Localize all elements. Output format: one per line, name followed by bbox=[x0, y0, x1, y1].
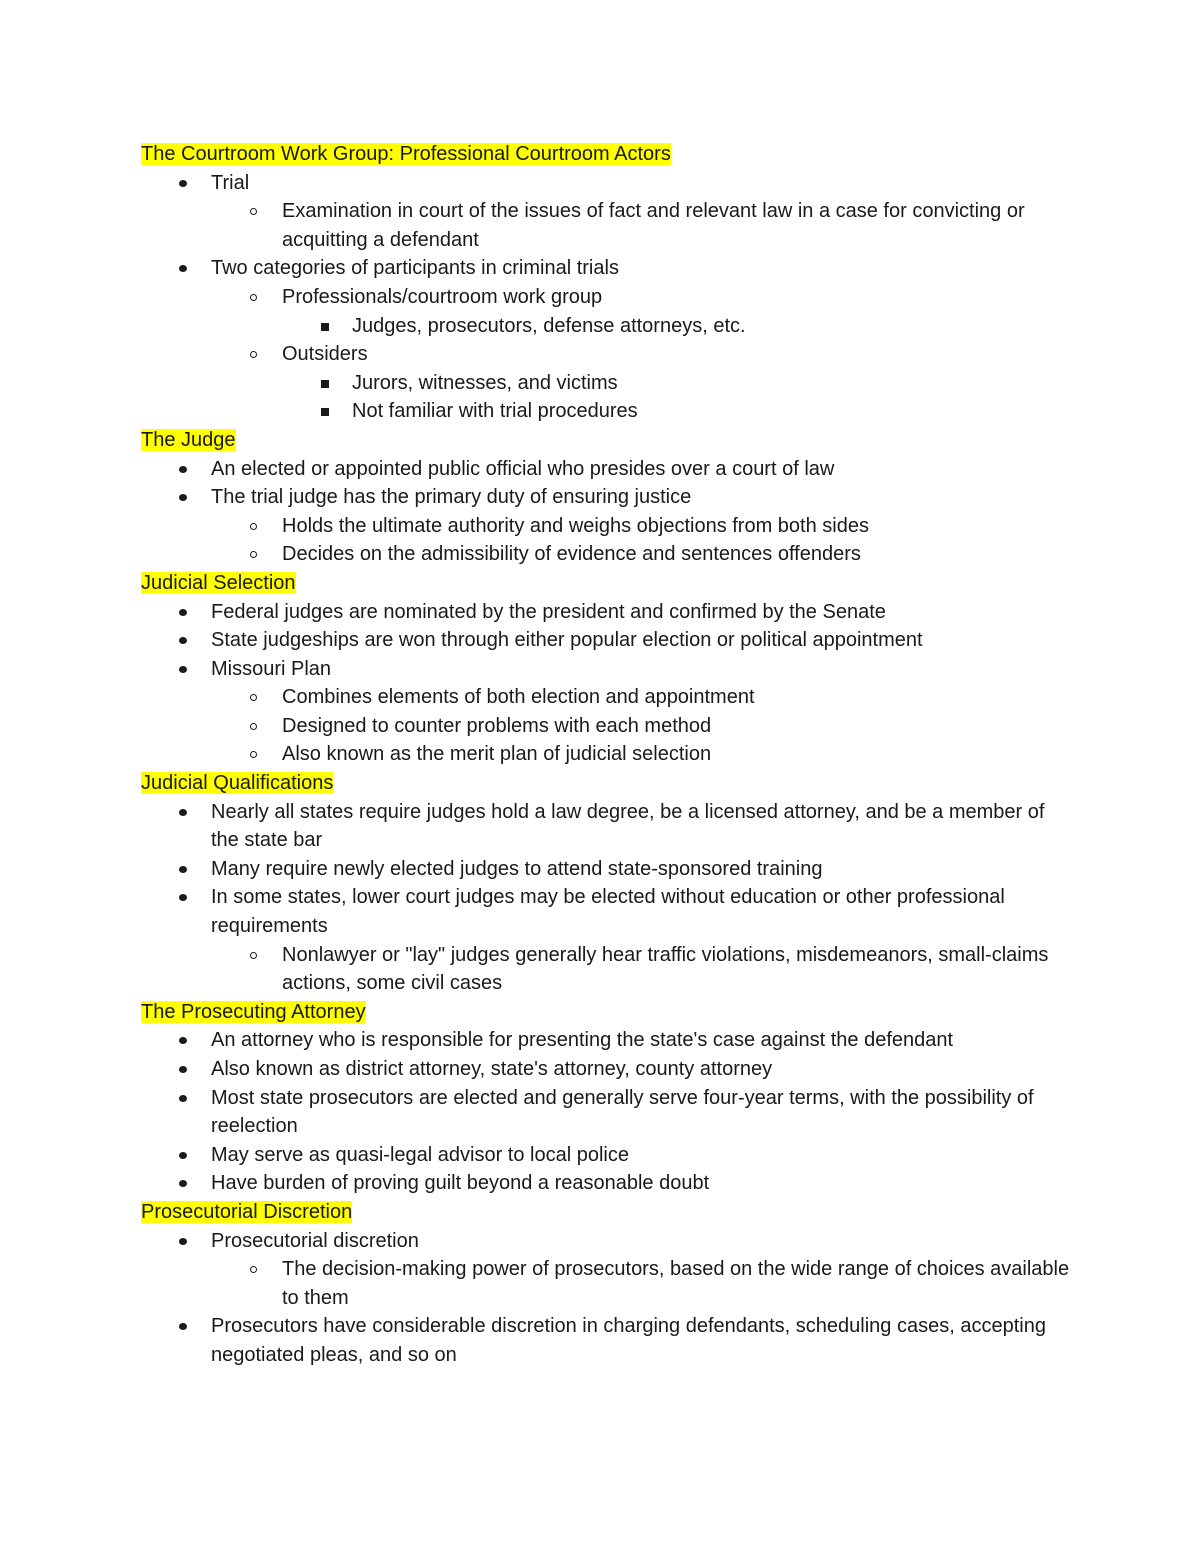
filled-circle-bullet-icon bbox=[179, 466, 187, 473]
list-item-text: Also known as district attorney, state's attorney, county attorney bbox=[211, 1058, 773, 1080]
list-item-text: Outsiders bbox=[282, 343, 368, 366]
list-item-text: Nearly all states require judges hold a law degree, be a licensed attorney, and be a member of the state bar bbox=[211, 800, 1045, 852]
list-item-text: Judges, prosecutors, defense attorneys, etc. bbox=[352, 314, 746, 337]
hollow-circle-bullet-icon bbox=[250, 1266, 257, 1273]
list-item-level-3 bbox=[141, 369, 1071, 398]
list-item-text: Most state prosecutors are elected and generally serve four-year terms, with the possibility of reelection bbox=[211, 1086, 1034, 1138]
filled-circle-bullet-icon bbox=[179, 609, 187, 616]
list-item-level-1 bbox=[141, 1141, 1071, 1170]
document-body bbox=[141, 140, 1071, 1370]
list-item-level-1 bbox=[141, 883, 1071, 940]
filled-circle-bullet-icon bbox=[179, 494, 187, 501]
list-item-level-2 bbox=[141, 197, 1071, 254]
list-item-text: Designed to counter problems with each method bbox=[282, 714, 712, 737]
filled-circle-bullet-icon bbox=[179, 1323, 187, 1330]
highlighted-heading-text: The Courtroom Work Group: Professional Courtroom Actors bbox=[141, 143, 671, 165]
list-item-level-1 bbox=[141, 455, 1071, 484]
list-item-text: Examination in court of the issues of fact and relevant law in a case for convicting or acquitting a defendant bbox=[282, 200, 1025, 251]
list-item-level-1 bbox=[141, 655, 1071, 684]
filled-circle-bullet-icon bbox=[179, 809, 187, 816]
hollow-circle-bullet-icon bbox=[250, 294, 257, 301]
hollow-circle-bullet-icon bbox=[250, 523, 257, 530]
list-item-text: Jurors, witnesses, and victims bbox=[352, 371, 618, 394]
list-item-level-2 bbox=[141, 540, 1071, 569]
list-item-level-2 bbox=[141, 740, 1071, 769]
list-item-level-3 bbox=[141, 312, 1071, 341]
filled-circle-bullet-icon bbox=[179, 637, 187, 644]
list-item-text: Not familiar with trial procedures bbox=[352, 400, 638, 423]
highlighted-heading-text: Prosecutorial Discretion bbox=[141, 1200, 353, 1223]
list-item-text: In some states, lower court judges may be elected without education or other professional requirements bbox=[211, 886, 1005, 938]
section-heading bbox=[141, 769, 1071, 798]
list-item-text: Have burden of proving guilt beyond a reasonable doubt bbox=[211, 1172, 710, 1195]
section-heading bbox=[141, 426, 1071, 455]
list-item-level-1 bbox=[141, 1055, 1071, 1084]
filled-circle-bullet-icon bbox=[179, 866, 187, 873]
list-item-level-1 bbox=[141, 598, 1071, 627]
list-item-level-1 bbox=[141, 1227, 1071, 1256]
list-item-level-1 bbox=[141, 798, 1071, 855]
list-item-text: The decision-making power of prosecutors, based on the wide range of choices available to them bbox=[282, 1258, 1070, 1309]
list-item-text: Also known as the merit plan of judicial selection bbox=[282, 743, 712, 766]
hollow-circle-bullet-icon bbox=[250, 208, 257, 215]
list-item-level-1 bbox=[141, 483, 1071, 512]
filled-circle-bullet-icon bbox=[179, 1238, 187, 1245]
hollow-circle-bullet-icon bbox=[250, 751, 257, 758]
list-item-level-1 bbox=[141, 1312, 1071, 1369]
list-item-text: An elected or appointed public official who presides over a court of law bbox=[211, 457, 835, 480]
list-item-level-2 bbox=[141, 683, 1071, 712]
list-item-text: Two categories of participants in criminal trials bbox=[211, 257, 619, 280]
list-item-level-2 bbox=[141, 941, 1071, 998]
square-bullet-icon bbox=[321, 408, 329, 416]
filled-circle-bullet-icon bbox=[179, 1180, 187, 1187]
filled-circle-bullet-icon bbox=[179, 1095, 187, 1102]
list-item-level-1 bbox=[141, 169, 1071, 198]
list-item-level-1 bbox=[141, 254, 1071, 283]
list-item-level-2 bbox=[141, 340, 1071, 369]
hollow-circle-bullet-icon bbox=[250, 723, 257, 730]
list-item-text: Prosecutors have considerable discretion in charging defendants, scheduling cases, accepting negotiated pleas, and so on bbox=[211, 1315, 1046, 1366]
list-item-text: Nonlawyer or "lay" judges generally hear traffic violations, misdemeanors, small-claims actions, some civil cases bbox=[282, 943, 1049, 995]
list-item-level-2 bbox=[141, 283, 1071, 312]
list-item-text: Holds the ultimate authority and weighs objections from both sides bbox=[282, 514, 869, 537]
list-item-text: Trial bbox=[211, 171, 250, 194]
list-item-level-3 bbox=[141, 397, 1071, 426]
list-item-level-2 bbox=[141, 712, 1071, 741]
filled-circle-bullet-icon bbox=[179, 1152, 187, 1159]
filled-circle-bullet-icon bbox=[179, 1066, 187, 1073]
list-item-text: Decides on the admissibility of evidence and sentences offenders bbox=[282, 543, 861, 566]
list-item-text: Prosecutorial discretion bbox=[211, 1229, 419, 1252]
section-heading bbox=[141, 569, 1071, 598]
list-item-text: Federal judges are nominated by the president and confirmed by the Senate bbox=[211, 600, 886, 623]
list-item-level-1 bbox=[141, 626, 1071, 655]
highlighted-heading-text: Judicial Selection bbox=[141, 571, 296, 594]
list-item-level-1 bbox=[141, 855, 1071, 884]
list-item-level-2 bbox=[141, 512, 1071, 541]
section-heading bbox=[141, 998, 1071, 1027]
list-item-text: Professionals/courtroom work group bbox=[282, 285, 603, 308]
list-item-level-1 bbox=[141, 1084, 1071, 1141]
list-item-level-1 bbox=[141, 1169, 1071, 1198]
highlighted-heading-text: The Judge bbox=[141, 428, 236, 451]
filled-circle-bullet-icon bbox=[179, 180, 187, 187]
filled-circle-bullet-icon bbox=[179, 1037, 187, 1044]
hollow-circle-bullet-icon bbox=[250, 351, 257, 358]
filled-circle-bullet-icon bbox=[179, 894, 187, 901]
square-bullet-icon bbox=[321, 380, 329, 388]
list-item-text: The trial judge has the primary duty of ensuring justice bbox=[211, 486, 692, 509]
list-item-text: State judgeships are won through either popular election or political appointment bbox=[211, 629, 923, 652]
hollow-circle-bullet-icon bbox=[250, 952, 257, 959]
list-item-level-1 bbox=[141, 1026, 1071, 1055]
section-heading bbox=[141, 140, 1071, 169]
list-item-text: An attorney who is responsible for presenting the state's case against the defendant bbox=[211, 1029, 954, 1052]
filled-circle-bullet-icon bbox=[179, 666, 187, 673]
section-heading bbox=[141, 1198, 1071, 1227]
hollow-circle-bullet-icon bbox=[250, 694, 257, 701]
list-item-text: Missouri Plan bbox=[211, 657, 332, 680]
list-item-text: Many require newly elected judges to attend state-sponsored training bbox=[211, 857, 823, 880]
list-item-text: May serve as quasi-legal advisor to local police bbox=[211, 1143, 629, 1166]
list-item-text: Combines elements of both election and appointment bbox=[282, 686, 755, 709]
filled-circle-bullet-icon bbox=[179, 265, 187, 272]
list-item-level-2 bbox=[141, 1255, 1071, 1312]
highlighted-heading-text: Judicial Qualifications bbox=[141, 772, 334, 795]
highlighted-heading-text: The Prosecuting Attorney bbox=[141, 1000, 366, 1023]
square-bullet-icon bbox=[321, 323, 329, 331]
hollow-circle-bullet-icon bbox=[250, 551, 257, 558]
